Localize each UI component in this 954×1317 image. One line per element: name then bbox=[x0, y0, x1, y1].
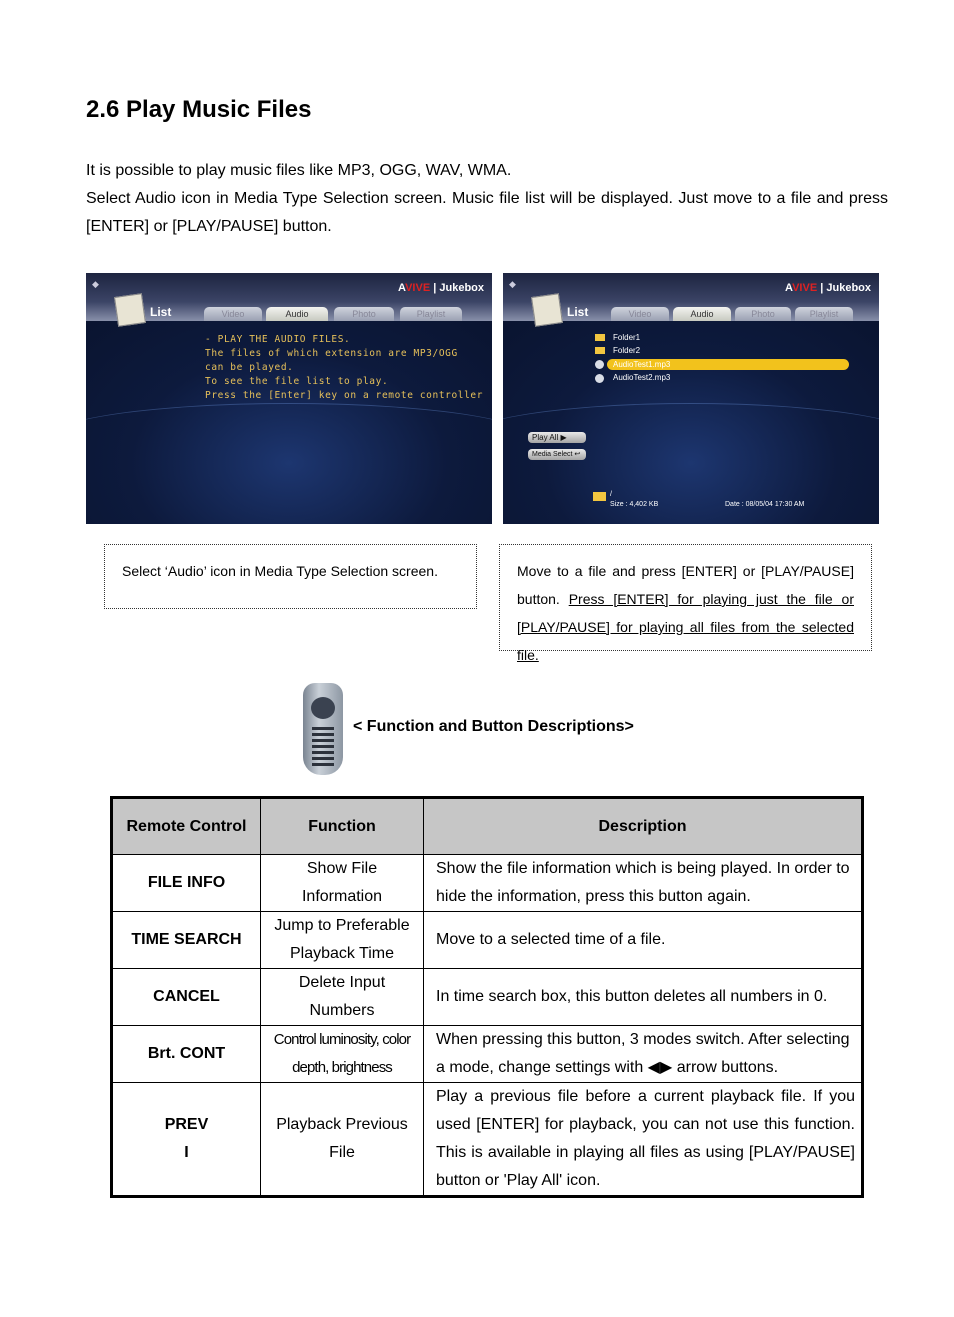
row-key: PREV I bbox=[112, 1083, 261, 1197]
play-icon: ▶ bbox=[560, 433, 567, 442]
row-description: When pressing this button, 3 modes switch. After selecting a mode, change settings with ◀▶ arrow buttons. bbox=[424, 1026, 863, 1083]
note-box-left bbox=[104, 544, 477, 609]
row-key: Brt. CONT bbox=[112, 1026, 261, 1083]
file-item-audiotest1[interactable]: AudioTest1.mp3 bbox=[613, 360, 671, 369]
brand-title: AVIVE | Jukebox bbox=[397, 282, 484, 294]
audio-file-icon bbox=[595, 360, 604, 369]
page-title: 2.6 Play Music Files bbox=[86, 96, 312, 123]
row-function: Delete Input Numbers bbox=[261, 969, 424, 1026]
screenshot-audio-tab bbox=[86, 273, 492, 524]
remote-control-icon bbox=[303, 683, 343, 775]
row-key: CANCEL bbox=[112, 969, 261, 1026]
list-label: List bbox=[150, 305, 172, 319]
open-folder-icon bbox=[593, 492, 606, 501]
row-description: Play a previous file before a current playback file. If you used [ENTER] for playback, you can not use this function. This is available in playing all files as using [PLAY/PAUSE] button or 'Play All' icon. bbox=[424, 1083, 863, 1197]
screenshot-file-list bbox=[503, 273, 879, 524]
header-remote-control: Remote Control bbox=[112, 798, 261, 855]
table-row bbox=[112, 855, 863, 912]
list-label: List bbox=[567, 305, 589, 319]
file-size: Size : 4,402 KB bbox=[610, 501, 659, 508]
row-description: Move to a selected time of a file. bbox=[424, 912, 863, 969]
list-icon bbox=[531, 293, 563, 327]
folder-icon bbox=[595, 334, 605, 341]
play-all-button[interactable]: Play All ▶ bbox=[528, 432, 586, 443]
folder-icon bbox=[595, 347, 605, 354]
row-function: Show File Information bbox=[261, 855, 424, 912]
file-item-folder2[interactable]: Folder2 bbox=[613, 346, 641, 355]
file-item-folder1[interactable]: Folder1 bbox=[613, 333, 641, 342]
header-function: Function bbox=[261, 798, 424, 855]
audio-info-text: - PLAY THE AUDIO FILES. The files of which extension are MP3/OGG can be played. To see the file list to play. Press the [Enter] key on a remote controller bbox=[205, 334, 484, 401]
tab-video[interactable]: Video bbox=[204, 307, 262, 321]
tab-audio[interactable]: Audio bbox=[673, 307, 731, 321]
tab-audio[interactable]: Audio bbox=[266, 307, 328, 321]
row-description: In time search box, this button deletes all numbers in 0. bbox=[424, 969, 863, 1026]
brand-logo-icon: ◆ bbox=[92, 279, 99, 289]
audio-file-icon bbox=[595, 374, 604, 383]
row-function: Control luminosity, color depth, brightness bbox=[261, 1026, 424, 1083]
tab-video[interactable]: Video bbox=[611, 307, 669, 321]
table-row bbox=[112, 1026, 863, 1083]
intro-line-1: It is possible to play music files like MP3, OGG, WAV, WMA. bbox=[86, 162, 512, 179]
brand-title: AVIVE | Jukebox bbox=[784, 282, 871, 294]
list-icon bbox=[114, 293, 146, 327]
table-row bbox=[112, 969, 863, 1026]
row-key: FILE INFO bbox=[112, 855, 261, 912]
table-caption: < Function and Button Descriptions> bbox=[353, 718, 634, 735]
return-icon: ↩ bbox=[574, 451, 581, 458]
note-right-text: Move to a file and press [ENTER] or [PLAY/PAUSE] button. Press [ENTER] for playing just the file or [PLAY/PAUSE] for playing all files from the selected file. bbox=[517, 563, 854, 663]
tab-photo[interactable]: Photo bbox=[334, 307, 394, 321]
row-description: Show the file information which is being played. In order to hide the information, press this button again. bbox=[424, 855, 863, 912]
file-item-audiotest2[interactable]: AudioTest2.mp3 bbox=[613, 373, 671, 382]
intro-text bbox=[86, 157, 888, 241]
tab-playlist[interactable]: Playlist bbox=[400, 307, 462, 321]
note-box-right bbox=[499, 544, 872, 663]
function-table bbox=[110, 796, 864, 1198]
table-header-row bbox=[112, 798, 863, 855]
row-function: Jump to Preferable Playback Time bbox=[261, 912, 424, 969]
brand-logo-icon: ◆ bbox=[509, 279, 516, 289]
table-row bbox=[112, 912, 863, 969]
tab-playlist[interactable]: Playlist bbox=[795, 307, 853, 321]
intro-line-2: Select Audio icon in Media Type Selection screen. Music file list will be displayed. Just move to a file and press [ENTER] or [PLAY/PAUSE] button. bbox=[86, 190, 888, 235]
media-select-button[interactable]: Media Select ↩ bbox=[528, 449, 586, 460]
header-description: Description bbox=[424, 798, 863, 855]
tab-photo[interactable]: Photo bbox=[735, 307, 791, 321]
row-function: Playback Previous File bbox=[261, 1083, 424, 1197]
file-date: Date : 08/05/04 17:30 AM bbox=[725, 501, 805, 508]
table-row bbox=[112, 1083, 863, 1197]
note-left-text: Select ‘Audio’ icon in Media Type Selection screen. bbox=[122, 563, 438, 579]
current-path: / bbox=[610, 491, 612, 498]
row-key: TIME SEARCH bbox=[112, 912, 261, 969]
